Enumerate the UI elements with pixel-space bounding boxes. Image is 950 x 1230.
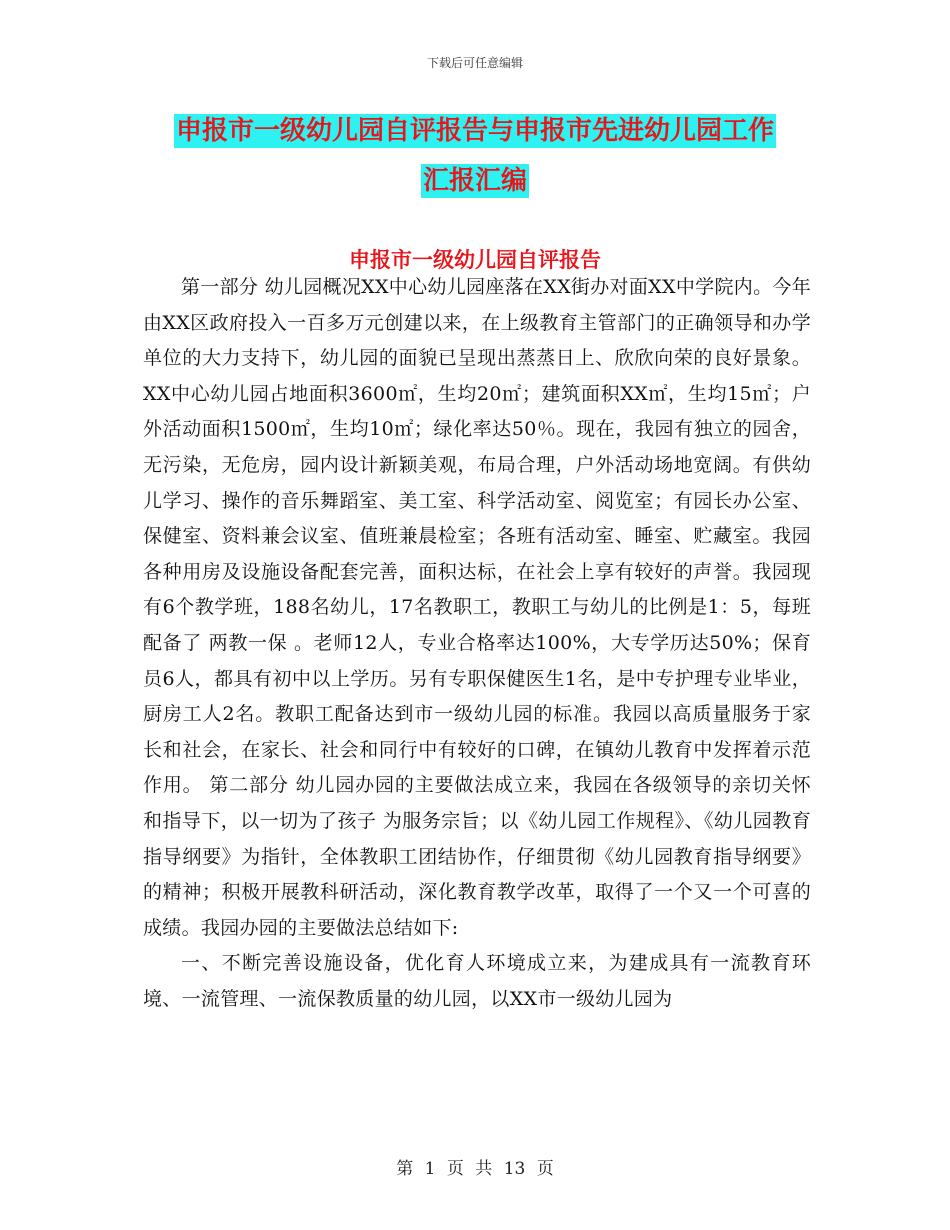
body-paragraph: 一、不断完善设施设备，优化育人环境成立来，为建成具有一流教育环境、一流管理、一流保教质量的幼儿园，以XX市一级幼儿园为 xyxy=(143,952,811,1010)
section-title: 申报市一级幼儿园自评报告 xyxy=(349,248,601,272)
document-body xyxy=(143,270,811,1017)
document-title-line-1: 申报市一级幼儿园自评报告与申报市先进幼儿园工作 xyxy=(175,116,774,146)
document-title-line-2: 汇报汇编 xyxy=(422,166,527,196)
body-paragraph: 第一部分 幼儿园概况XX中心幼儿园座落在XX街办对面XX中学院内。今年由XX区政府投入一百多万元创建以来，在上级教育主管部门的正确领导和办学单位的大力支持下，幼儿园的面貌已呈现出蒸蒸日上、欣欣向荣的良好景象。XX中心幼儿园占地面积3600㎡，生均20㎡；建筑面积XX㎡，生均15㎡；户外活动面积1500㎡，生均10㎡；绿化率达50％。现在，我园有独立的园舍，无污染，无危房，园内设计新颖美观，布局合理，户外活动场地宽阔。有供幼儿学习、操作的音乐舞蹈室、美工室、科学活动室、阅览室；有园长办公室、保健室、资料兼会议室、值班兼晨检室；各班有活动室、睡室、贮藏室。我园各种用房及设施设备配套完善，面积达标，在社会上享有较好的声誉。我园现有6个教学班，188名幼儿，17名教职工，教职工与幼儿的比例是1：5，每班配备了 两教一保 。老师12人，专业合格率达100%，大专学历达50%；保育员6人，都具有初中以上学历。另有专职保健医生1名，是中专护理专业毕业，厨房工人2名。教职工配备达到市一级幼儿园的标准。我园以高质量服务于家长和社会，在家长、社会和同行中有较好的口碑，在镇幼儿教育中发挥着示范作用。 第二部分 幼儿园办园的主要做法成立来，我园在各级领导的亲切关怀和指导下，以一切为了孩子 为服务宗旨；以《幼儿园工作规程》、《幼儿园教育指导纲要》为指针，全体教职工团结协作，仔细贯彻《幼儿园教育指导纲要》的精神；积极开展教科研活动，深化教育教学改革，取得了一个又一个可喜的成绩。我园办园的主要做法总结如下: xyxy=(143,276,811,939)
page-number-footer: 第 1 页 共 13 页 xyxy=(396,1159,554,1179)
page-header-note: 下载后可任意编辑 xyxy=(426,56,523,70)
document-title xyxy=(140,106,810,206)
